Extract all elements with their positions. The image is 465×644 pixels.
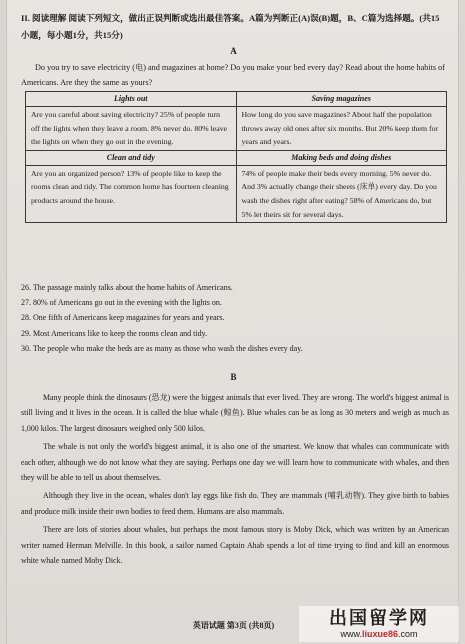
passage-paragraph: Many people think the dinosaurs (恐龙) were the biggest animals that ever lived. They are wrong. The world's biggest animal is still living and it lives in the ocean. It is called the blue whale (鲸鱼). Blue whales can be as long as 30 meters and weigh as much as 1,000 kilos. The largest dinosaurs weighed only 500 kilos.: [21, 393, 449, 433]
cell-saving-magazines: How long do you save magazines? About half the population throws away old ones after six months. But 20% keep them for years and years.: [236, 107, 447, 151]
watermark-url: www.liuxue86.com: [340, 628, 418, 639]
cell-clean-and-tidy: Are you an organized person? 13% of people like to keep the rooms clean and tidy. The common home has fourteen cleaning products around the house.: [26, 165, 237, 222]
question-29: 29. Most Americans like to keep the rooms clean and tidy.: [21, 328, 208, 338]
whale-passage: [21, 390, 449, 571]
table-header-row: [26, 92, 447, 107]
section-b-label: B: [230, 372, 237, 382]
passage-paragraph: The whale is not only the world's biggest animal, it is also one of the smartest. We know that whales can communicate with each other, although we do not know what they are saying. Perhaps one day we will learn how to communicate with whales, and then they will be able to tell us about themselves.: [21, 442, 449, 483]
header-lights-out: Lights out: [26, 92, 237, 107]
cell-lights-out: Are you careful about saving electricity? 25% of people turn off the lights when they leave a room. 8% never do. 80% leave the lights on when they go out in the evening.: [26, 107, 237, 151]
cell-making-beds: 74% of people make their beds every morning. 5% never do. And 3% actually change their sheets (床单) every day. Do you wash the dishes right after eating? 58% of Americans do, but 5% let theirs sit for several days.: [236, 165, 447, 222]
watermark-name: 出国留学网: [329, 607, 429, 629]
section-a-label: A: [230, 46, 237, 56]
passage-paragraph: There are lots of stories about whales, but perhaps the most famous story is Moby Dick, which was written by an American writer named Herman Melville. In this book, a sailor named Captain Ahab spends a lot of time trying to find and kill an enormous white whale named Moby Dick.: [21, 525, 449, 566]
home-habits-table: [25, 91, 447, 223]
page-footer: 英语试题 第3页 (共8页): [192, 621, 275, 630]
question-28: 28. One fifth of Americans keep magazines for years and years.: [21, 313, 225, 323]
header-clean-and-tidy: Clean and tidy: [26, 150, 237, 165]
true-false-questions: [21, 280, 451, 356]
exam-page: [6, 0, 459, 644]
passage-paragraph: Although they live in the ocean, whales don't lay eggs like fish do. They are mammals (哺乳动物). They give birth to babies and produce milk inside their own bodies to feed them. Humans are also mammals.: [21, 491, 449, 516]
section-a-intro: Do you try to save electricity (电) and magazines at home? Do you make your bed every day? Read about the home habits of Americans. Are they the same as yours?: [21, 63, 445, 87]
section-instructions: II. 阅读理解 阅读下列短文，做出正误判断或选出最佳答案。A篇为判断正(A)误(B)题，B、C篇为选择题。(共15小题，每小题1分，共15分): [21, 13, 440, 40]
header-saving-magazines: Saving magazines: [236, 92, 447, 107]
table-row: [26, 107, 447, 151]
question-27: 27. 80% of Americans go out in the evening with the lights on.: [21, 298, 222, 308]
header-making-beds: Making beds and doing dishes: [236, 150, 447, 165]
site-watermark: [299, 606, 459, 642]
question-30: 30. The people who make the beds are as many as those who wash the dishes every day.: [21, 343, 303, 353]
question-26: 26. The passage mainly talks about the home habits of Americans.: [21, 283, 233, 292]
table-header-row: [26, 150, 447, 165]
table-row: [26, 165, 447, 222]
